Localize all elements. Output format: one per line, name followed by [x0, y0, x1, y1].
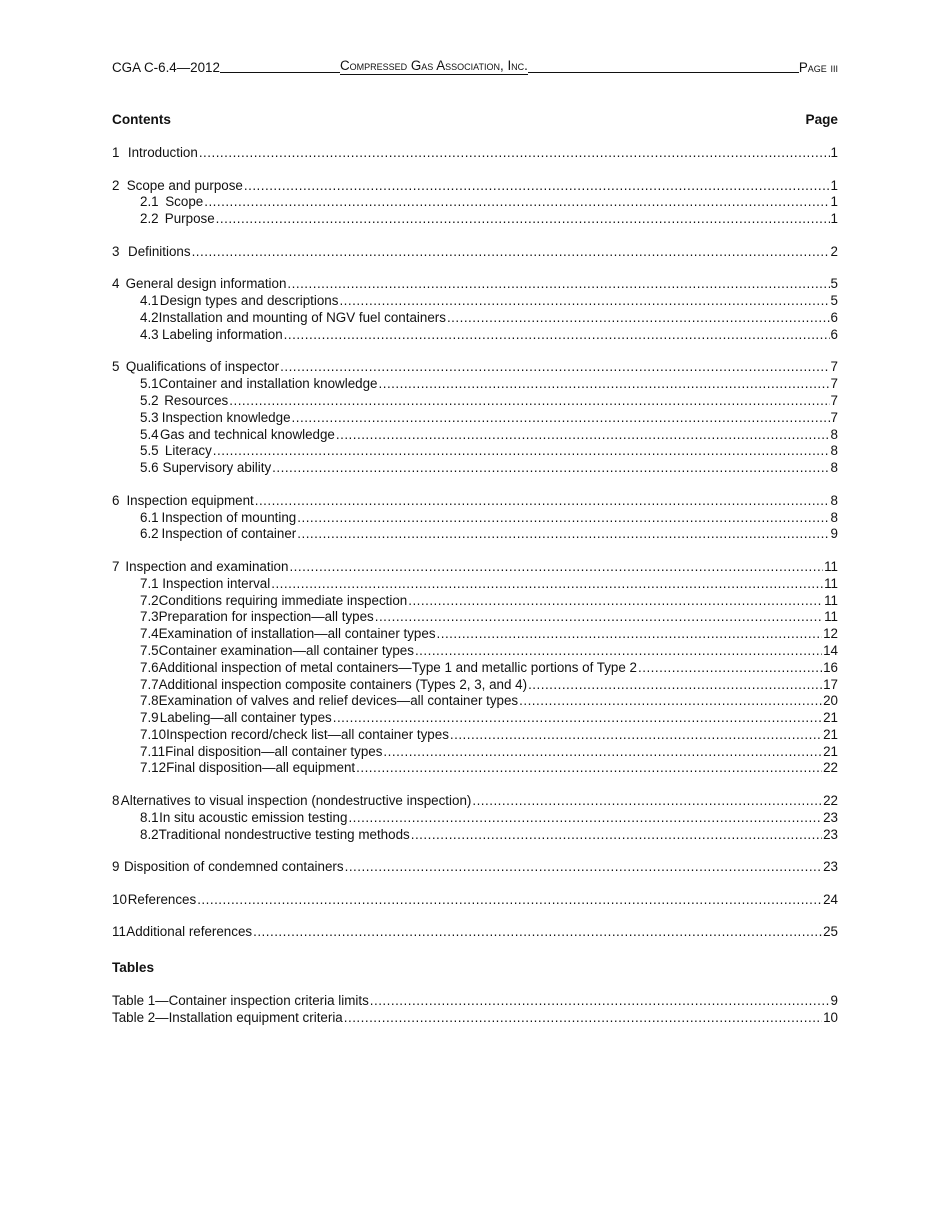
toc-entry-page: 24 [823, 891, 838, 907]
table-list-title: Table 2—Installation equipment criteria [112, 1009, 343, 1025]
toc-entry-page: 8 [830, 492, 838, 508]
dot-leader [344, 1010, 822, 1027]
toc-entry-number: 5.2 [140, 392, 159, 408]
toc-entry-title: Scope and purpose [126, 177, 243, 193]
toc-entry-number: 7.7 [140, 676, 159, 692]
toc-entry-page: 9 [830, 526, 838, 542]
table-list-entry[interactable] [112, 993, 838, 1010]
toc-entry-page: 2 [830, 243, 838, 259]
toc-entry[interactable] [112, 178, 838, 195]
toc-entry-page: 11 [824, 558, 838, 574]
toc-entry[interactable] [112, 576, 838, 593]
dot-leader [375, 609, 823, 626]
toc-entry-title: Qualifications of inspector [125, 359, 280, 375]
organization-name: Compressed Gas Association, Inc. [339, 58, 528, 73]
toc-entry-page: 8 [830, 460, 838, 476]
toc-entry[interactable] [112, 760, 838, 777]
dot-leader [292, 410, 830, 427]
toc-entry-title: Conditions requiring immediate inspection [158, 592, 408, 608]
dot-leader [528, 677, 822, 694]
toc-entry-number: 7.12 [140, 760, 167, 776]
toc-entry-number: 7.8 [140, 693, 159, 709]
toc-entry-number: 5.6 [140, 460, 159, 476]
table-list-page: 10 [823, 1009, 838, 1025]
toc-entry-number: 4.2 [140, 309, 159, 325]
toc-entry-page: 20 [823, 693, 838, 709]
toc-entry-page: 25 [823, 924, 838, 940]
toc-entry[interactable] [112, 327, 838, 344]
toc-entry-title: Resources [164, 392, 229, 408]
dot-leader [229, 393, 829, 410]
dot-leader [213, 443, 830, 460]
toc-entry[interactable] [112, 626, 838, 643]
dot-leader [379, 376, 830, 393]
toc-entry-title: Final disposition—all container types [165, 743, 383, 759]
toc-entry-page: 7 [830, 376, 838, 392]
dot-leader [356, 760, 822, 777]
dot-leader [244, 178, 830, 195]
dot-leader [450, 727, 822, 744]
toc-entry-title: Inspection of mounting [161, 509, 297, 525]
toc-entry-page: 8 [830, 426, 838, 442]
page-column-heading: Page [805, 112, 838, 127]
toc-entry-title: Definitions [128, 243, 191, 259]
dot-leader [192, 244, 830, 261]
dot-leader [289, 559, 823, 576]
table-list-title: Table 1—Container inspection criteria limits [112, 993, 369, 1008]
dot-leader [255, 493, 830, 510]
toc-entry-number: 7.4 [140, 626, 159, 642]
toc-entry-title: Disposition of condemned containers [124, 859, 344, 875]
toc-entry-title: Inspection interval [162, 575, 271, 591]
toc-entry-page: 7 [830, 392, 838, 408]
header-rule [528, 71, 799, 73]
toc-entry-title: Gas and technical knowledge [159, 426, 335, 442]
dot-leader [297, 526, 829, 543]
toc-entry-number: 7.2 [140, 592, 159, 608]
dot-leader [197, 892, 822, 909]
toc-entry[interactable] [112, 493, 838, 510]
toc-entry-page: 22 [823, 793, 838, 809]
toc-entry[interactable] [112, 643, 838, 660]
toc-entry-page: 1 [830, 177, 838, 193]
toc-entry-title: Preparation for inspection—all types [158, 609, 374, 625]
dot-leader [415, 643, 822, 660]
dot-leader [297, 510, 829, 527]
dot-leader [519, 693, 822, 710]
document-id: CGA C-6.4—2012 [112, 60, 220, 75]
toc-entry-page: 6 [830, 309, 838, 325]
dot-leader [280, 359, 829, 376]
toc-entry-title: Additional references [126, 924, 253, 940]
toc-entry-number: 10 [112, 891, 127, 907]
dot-leader [253, 924, 822, 941]
contents-heading-row [112, 112, 838, 127]
dot-leader [271, 576, 823, 593]
toc-entry-title: Examination of installation—all container types [158, 626, 436, 642]
toc-entry-page: 1 [830, 211, 838, 227]
toc-entry-number: 7.10 [140, 726, 167, 742]
tables-heading: Tables [112, 960, 155, 975]
toc-entry[interactable] [112, 427, 838, 444]
toc-entry[interactable] [112, 859, 838, 876]
toc-entry-title: In situ acoustic emission testing [159, 809, 348, 825]
toc-entry-title: Container and installation knowledge [158, 376, 378, 392]
table-list-entry[interactable] [112, 1010, 838, 1027]
toc-entry-page: 5 [830, 293, 838, 309]
toc-entry-page: 14 [823, 642, 838, 658]
page-number: Page iii [798, 60, 838, 75]
toc-entry[interactable] [112, 460, 838, 477]
dot-leader [638, 660, 822, 677]
toc-entry-page: 7 [830, 409, 838, 425]
dot-leader [472, 793, 822, 810]
toc-entry-number: 7.1 [140, 575, 159, 591]
toc-entry-number: 5.5 [140, 443, 159, 459]
toc-entry-page: 8 [830, 509, 838, 525]
dot-leader [333, 710, 822, 727]
toc-entry-number: 7.9 [140, 710, 159, 726]
toc-entry[interactable] [112, 559, 838, 576]
toc-entry[interactable] [112, 677, 838, 694]
dot-leader [336, 427, 830, 444]
toc-entry-number: 8.1 [140, 809, 159, 825]
toc-entry-number: 11 [112, 924, 126, 940]
dot-leader [348, 810, 822, 827]
dot-leader [411, 827, 822, 844]
toc-entry-number: 5 [112, 359, 120, 375]
toc-entry-number: 7 [112, 558, 120, 574]
toc-entry[interactable] [112, 727, 838, 744]
toc-entry[interactable] [112, 310, 838, 327]
toc-entry-title: Alternatives to visual inspection (nondestructive inspection) [120, 793, 472, 809]
toc-entry-title: Labeling information [162, 326, 283, 342]
dot-leader [370, 993, 830, 1010]
toc-entry-number: 6.1 [140, 509, 159, 525]
toc-entry[interactable] [112, 744, 838, 761]
toc-entry-number: 6.2 [140, 526, 159, 542]
toc-entry-page: 21 [823, 743, 838, 759]
toc-entry-number: 7.6 [140, 659, 159, 675]
table-list-page: 9 [830, 993, 838, 1008]
toc-entry-page: 23 [823, 859, 838, 875]
dot-leader [216, 211, 830, 228]
toc-entry-title: Traditional nondestructive testing methods [158, 826, 410, 842]
toc-entry-page: 7 [830, 359, 838, 375]
dot-leader [284, 327, 830, 344]
toc-entry[interactable] [112, 393, 838, 410]
dot-leader [272, 460, 829, 477]
toc-entry-number: 5.4 [140, 426, 159, 442]
toc-entry-number: 1 [112, 145, 120, 160]
toc-entry-title: Examination of valves and relief devices—all container types [158, 693, 519, 709]
toc-entry[interactable] [112, 244, 838, 261]
toc-entry-title: Installation and mounting of NGV fuel containers [158, 309, 446, 325]
toc-entry[interactable] [112, 410, 838, 427]
toc-entry-title: General design information [125, 276, 287, 292]
toc-entry[interactable] [112, 810, 838, 827]
toc-entry-page: 1 [830, 145, 838, 160]
toc-entry-number: 4.3 [140, 326, 159, 342]
toc-entry-page: 23 [823, 826, 838, 842]
toc-entry-number: 2.1 [140, 194, 159, 210]
toc-entry-number: 8 [112, 793, 120, 809]
toc-entry-page: 11 [824, 609, 838, 625]
toc-entry-title: Inspection knowledge [161, 409, 291, 425]
toc-entry-title: Inspection and examination [125, 558, 289, 574]
toc-entry[interactable] [112, 660, 838, 677]
toc-entry[interactable] [112, 359, 838, 376]
toc-entry-title: Inspection equipment [126, 492, 254, 508]
toc-entry[interactable] [112, 827, 838, 844]
toc-entry-number: 9 [112, 859, 120, 875]
toc-entry-page: 1 [830, 194, 838, 210]
toc-entry-number: 6 [112, 492, 120, 508]
toc-entry[interactable] [112, 924, 838, 941]
toc-entry[interactable] [112, 609, 838, 626]
toc-entry[interactable] [112, 892, 838, 909]
toc-entry-number: 5.1 [140, 376, 159, 392]
toc-entry-page: 11 [824, 592, 838, 608]
toc-entry-page: 17 [823, 676, 838, 692]
toc-entry[interactable] [112, 593, 838, 610]
toc-entry-page: 11 [824, 575, 838, 591]
toc-entry[interactable] [112, 145, 838, 162]
dot-leader [204, 194, 829, 211]
contents-heading: Contents [112, 112, 171, 127]
dot-leader [408, 593, 823, 610]
toc-entry-page: 21 [823, 710, 838, 726]
toc-entry[interactable] [112, 793, 838, 810]
toc-entry-title: Labeling—all container types [159, 710, 332, 726]
dot-leader [437, 626, 823, 643]
toc-entry-title: Inspection of container [161, 526, 297, 542]
toc-entry-title: Additional inspection composite containers (Types 2, 3, and 4) [158, 676, 528, 692]
dot-leader [383, 744, 822, 761]
toc-entry-title: References [127, 891, 197, 907]
dot-leader [199, 145, 830, 162]
dot-leader [287, 276, 829, 293]
toc-entry-title: Scope [165, 194, 204, 210]
toc-entry-title: Supervisory ability [162, 460, 272, 476]
toc-entry-number: 8.2 [140, 826, 159, 842]
toc-entry-page: 8 [830, 443, 838, 459]
toc-entry[interactable] [112, 526, 838, 543]
toc-entry-title: Container examination—all container types [158, 642, 414, 658]
toc-entry[interactable] [112, 211, 838, 228]
toc-entry-number: 2 [112, 177, 120, 193]
toc-entry[interactable] [112, 376, 838, 393]
toc-entry[interactable] [112, 443, 838, 460]
page-header [112, 57, 838, 75]
toc-entry-title: Design types and descriptions [159, 293, 339, 309]
toc-entry-page: 12 [823, 626, 838, 642]
dot-leader [447, 310, 830, 327]
toc-entry-number: 7.3 [140, 609, 159, 625]
toc-entry-page: 22 [823, 760, 838, 776]
toc-entry[interactable] [112, 693, 838, 710]
toc-entry-number: 3 [112, 243, 120, 259]
toc-entry-number: 4.1 [140, 293, 159, 309]
toc-entry-title: Purpose [164, 211, 215, 227]
toc-entry[interactable] [112, 194, 838, 211]
toc-entry-number: 7.11 [140, 743, 166, 759]
toc-entry-page: 5 [830, 276, 838, 292]
list-of-tables [112, 993, 838, 1027]
toc-entry[interactable] [112, 510, 838, 527]
toc-entry-title: Final disposition—all equipment [166, 760, 356, 776]
toc-entry[interactable] [112, 710, 838, 727]
toc-entry-number: 7.5 [140, 642, 159, 658]
toc-entry-title: Introduction [127, 145, 198, 160]
toc-entry-page: 6 [830, 326, 838, 342]
toc-entry-page: 23 [823, 809, 838, 825]
toc-entry-number: 2.2 [140, 211, 159, 227]
header-rule [220, 71, 340, 73]
toc-entry[interactable] [112, 276, 838, 293]
table-of-contents [112, 145, 838, 941]
dot-leader [339, 293, 829, 310]
dot-leader [345, 859, 823, 876]
toc-entry-page: 21 [823, 726, 838, 742]
toc-entry-number: 5.3 [140, 409, 159, 425]
toc-entry-page: 16 [823, 659, 838, 675]
toc-entry-number: 4 [112, 276, 120, 292]
toc-entry[interactable] [112, 293, 838, 310]
toc-entry-title: Additional inspection of metal containers—Type 1 and metallic portions of Type 2 [158, 659, 637, 675]
toc-entry-title: Literacy [164, 443, 212, 459]
toc-entry-title: Inspection record/check list—all container types [166, 726, 449, 742]
